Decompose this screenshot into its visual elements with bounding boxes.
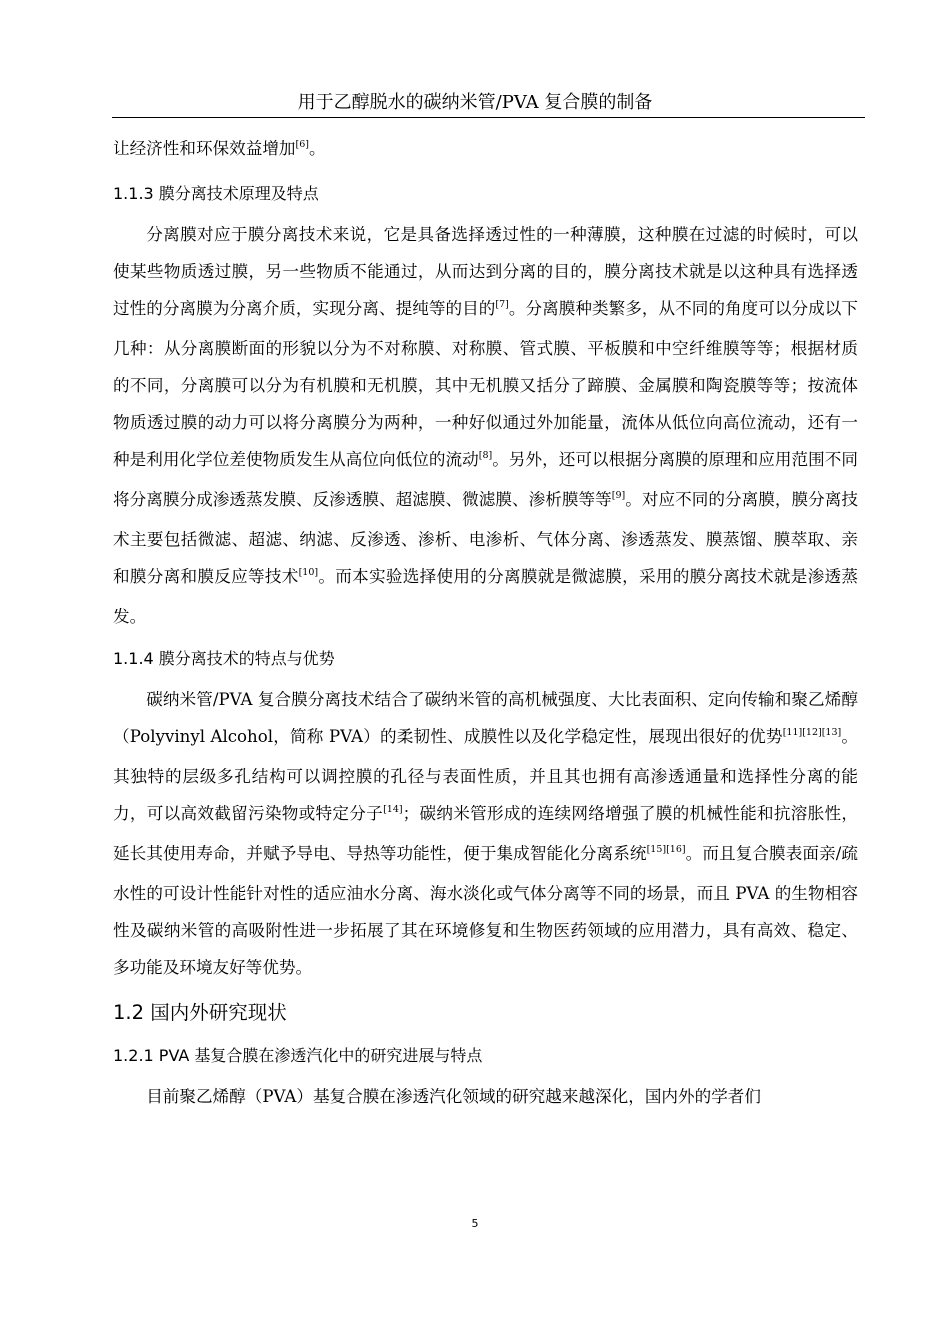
running-header: 用于乙醇脱水的碳纳米管/PVA 复合膜的制备 xyxy=(297,92,653,113)
intro-tail: 。 xyxy=(309,139,326,158)
citation: [15][16] xyxy=(646,844,686,855)
paragraph-text: 。另外，还可以根据分离膜的原理和应用范围不同将分离膜分成渗透蒸发膜、反渗透膜、超滤膜、微滤膜、渗析膜等等 xyxy=(113,450,858,509)
paragraph-text: ；碳纳米管形成的连续网络增强了膜的机械性能和抗溶胀性，延长其使用寿命，并赋予导电、导热等功能性，便于集成智能化分离系统 xyxy=(113,804,859,863)
section-heading-1-2-1: 1.2.1 PVA 基复合膜在渗透汽化中的研究进展与特点 xyxy=(113,1046,483,1065)
section-heading-1-1-3: 1.1.3 膜分离技术原理及特点 xyxy=(113,184,319,203)
section-heading-1-1-4: 1.1.4 膜分离技术的特点与优势 xyxy=(113,649,335,668)
paragraph-text: 。对应不同的分离膜，膜分离技术主要包括微滤、超滤、纳滤、反渗透、渗析、电渗析、气体分离、渗透蒸发、膜蒸馏、膜萃取、亲和膜分离和膜反应等技术 xyxy=(113,490,859,586)
paragraph-text: 。而且复合膜表面亲/疏水性的可设计性能针对性的适应油水分离、海水淡化或气体分离等不同的场景，而且 PVA 的生物相容性及碳纳米管的高吸附性进一步拓展了其在环境修复和生物医药领域的应用潜力，具有高效、稳定、多功能及环境友好等优势。 xyxy=(113,844,859,977)
citation: [10] xyxy=(298,567,319,578)
paragraph-text: 。分离膜种类繁多，从不同的角度可以分成以下几种：从分离膜断面的形貌以分为不对称膜、对称膜、管式膜、平板膜和中空纤维膜等等；根据材质的不同，分离膜可以分为有机膜和无机膜，其中无机膜又括分了蹄膜、金属膜和陶瓷膜等等；按流体物质透过膜的动力可以将分离膜分为两种，一种好似通过外加能量，流体从低位向高位流动，还有一种是利用化学位差使物质发生从高位向低位的流动 xyxy=(113,299,858,469)
citation: [14] xyxy=(383,804,403,815)
page-number: 5 xyxy=(471,1217,479,1230)
document-body xyxy=(113,130,858,1115)
citation: [7] xyxy=(495,299,509,310)
paragraph-text: 。其独特的层级多孔结构可以调控膜的孔径与表面性质，并且其也拥有高渗透通量和选择性分离的能力，可以高效截留污染物或特定分子 xyxy=(113,727,858,823)
paragraph-text: 目前聚乙烯醇（PVA）基复合膜在渗透汽化领域的研究越来越深化，国内外的学者们 xyxy=(146,1087,761,1106)
paragraph-1-1-3 xyxy=(113,216,858,635)
citation: [11][12][13] xyxy=(782,727,842,738)
intro-text: 让经济性和环保效益增加 xyxy=(113,139,296,158)
paragraph-text: 碳纳米管/PVA 复合膜分离技术结合了碳纳米管的高机械强度、大比表面积、定向传输和聚乙烯醇（Polyvinyl Alcohol，简称 PVA）的柔韧性、成膜性以及化学稳定性，展现出很好的优势 xyxy=(113,690,858,746)
paragraph-text: 。而本实验选择使用的分离膜就是微滤膜，采用的膜分离技术就是渗透蒸发。 xyxy=(113,567,859,626)
citation: [9] xyxy=(611,490,626,501)
intro-paragraph xyxy=(113,130,858,170)
paragraph-1-1-4 xyxy=(113,681,858,986)
citation: [6] xyxy=(295,139,309,150)
paragraph-text: 分离膜对应于膜分离技术来说，它是具备选择透过性的一种薄膜，这种膜在过滤的时候时，可以使某些物质透过膜，另一些物质不能通过，从而达到分离的目的，膜分离技术就是以这种具有选择透过性的分离膜为分离介质，实现分离、提纯等的目的 xyxy=(113,225,858,318)
citation: [8] xyxy=(478,450,493,461)
header-rule xyxy=(112,117,865,118)
paragraph-1-2-1 xyxy=(113,1078,858,1115)
section-heading-1-2: 1.2 国内外研究现状 xyxy=(113,1001,287,1024)
